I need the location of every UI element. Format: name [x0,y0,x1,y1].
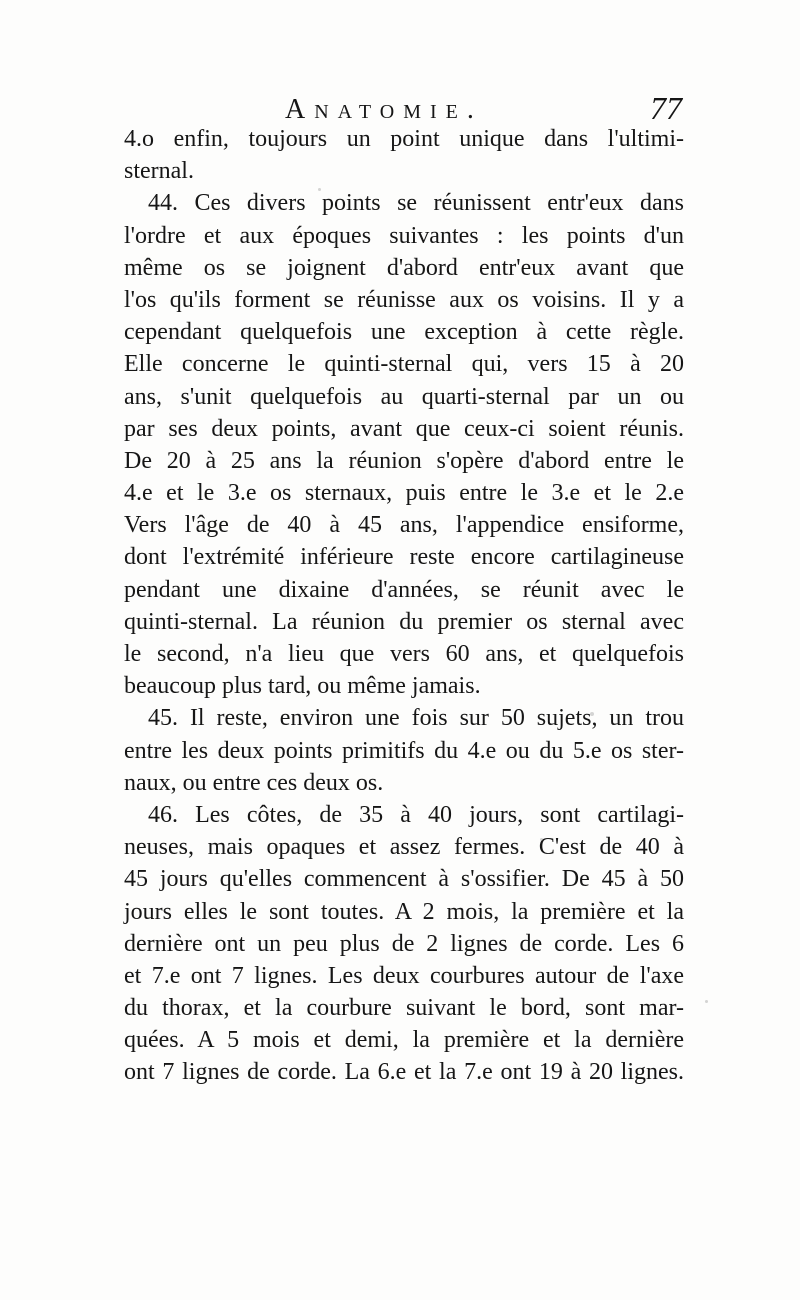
ink-speck [705,1000,708,1003]
text-line: naux, ou entre ces deux os. [124,769,384,796]
text-line: De 20 à 25 ans la réunion s'opère d'abord entre le [124,447,684,474]
text-line: par ses deux points, avant que ceux-ci soient réunis. [124,415,684,442]
text-line: cependant quelquefois une exception à cette règle. [124,319,684,346]
ink-speck [590,712,594,716]
text-line: beaucoup plus tard, ou même jamais. [124,673,481,700]
text-line: ont 7 lignes de corde. La 6.e et la 7.e ont 19 à 20 lignes. [124,1059,684,1086]
text-line: entre les deux points primitifs du 4.e ou du 5.e os ster- [124,737,684,764]
text-line: dernière ont un peu plus de 2 lignes de corde. Les 6 [124,930,684,957]
text-line: l'ordre et aux époques suivantes : les points d'un [124,222,684,249]
text-line: pendant une dixaine d'années, se réunit avec le [124,576,684,603]
text-line: et 7.e ont 7 lignes. Les deux courbures autour de l'axe [124,962,684,989]
text-line: 4.o enfin, toujours un point unique dans l'ultimi- [124,126,684,152]
paragraph-46-start: 46. Les côtes, de 35 à 40 jours, sont cartilagi- [148,801,684,828]
text-line: dont l'extrémité inférieure reste encore cartilagineuse [124,544,684,571]
text-line: l'os qu'ils forment se réunisse aux os voisins. Il y a [124,286,684,313]
text-line: sternal. [124,158,194,185]
paragraph-44-start: 44. Ces divers points se réunissent entr'eux dans [148,190,684,217]
running-head: Anatomie. [285,94,483,125]
text-line: ans, s'unit quelquefois au quarti-sternal par un ou [124,383,684,410]
text-line: neuses, mais opaques et assez fermes. C'est de 40 à [124,834,684,861]
ink-speck [540,838,543,841]
body-text [124,123,684,1243]
text-line: même os se joignent d'abord entr'eux avant que [124,254,684,281]
ink-speck [318,188,321,191]
text-line: du thorax, et la courbure suivant le bord, sont mar- [124,995,684,1022]
text-line: jours elles le sont toutes. A 2 mois, la première et la [124,898,684,925]
text-line: le second, n'a lieu que vers 60 ans, et quelquefois [124,641,684,667]
text-line: quinti-sternal. La réunion du premier os sternal avec [124,608,684,635]
text-line: Vers l'âge de 40 à 45 ans, l'appendice ensiforme, [124,512,684,539]
text-line: 4.e et le 3.e os sternaux, puis entre le 3.e et le 2.e [124,480,684,507]
text-line: Elle concerne le quinti-sternal qui, vers 15 à 20 [124,351,684,378]
text-line: 45 jours qu'elles commencent à s'ossifier. De 45 à 50 [124,866,684,893]
paragraph-45-start: 45. Il reste, environ une fois sur 50 sujets, un trou [148,705,684,732]
page-number: 77 [650,90,682,126]
text-line: quées. A 5 mois et demi, la première et la dernière [124,1027,684,1054]
